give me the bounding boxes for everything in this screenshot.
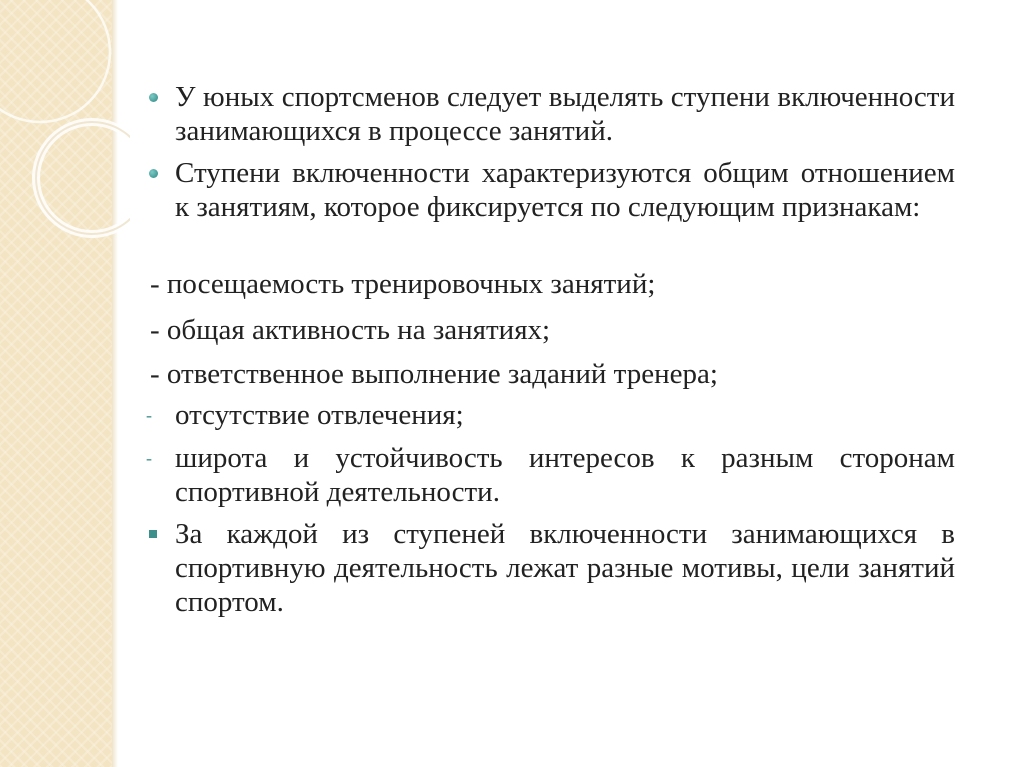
list-item xyxy=(140,517,960,619)
list-item-text: У юных спортсменов следует выделять ступени включенности занимающихся в процессе занятий. xyxy=(175,81,955,147)
list-item-text: - ответственное выполнение заданий тренера; xyxy=(150,358,718,390)
list-item xyxy=(140,267,960,301)
list-item-text: Ступени включенности характеризуются общим отношением к занятиям, которое фиксируется по следующим признакам: xyxy=(175,157,955,223)
list-item-text: - общая активность на занятиях; xyxy=(150,314,551,346)
list-item-text: За каждой из ступеней включенности занимающихся в спортивную деятельность лежат разные мотивы, цели занятий спортом. xyxy=(175,518,955,618)
list-item xyxy=(140,357,960,391)
list-item-text: широта и устойчивость интересов к разным сторонам спортивной деятельности. xyxy=(175,442,955,508)
list-item xyxy=(140,80,960,148)
list-item: - широта и устойчивость интересов к разным сторонам спортивной деятельности. xyxy=(146,442,955,508)
list-item: - отсутствие отвлечения; xyxy=(140,398,960,432)
list-item xyxy=(140,156,960,224)
decorative-circles xyxy=(0,0,130,260)
list-item-text: - посещаемость тренировочных занятий; xyxy=(150,268,656,300)
list-item xyxy=(140,313,960,347)
list-item-text: отсутствие отвлечения; xyxy=(175,399,464,431)
slide-content xyxy=(140,0,960,767)
